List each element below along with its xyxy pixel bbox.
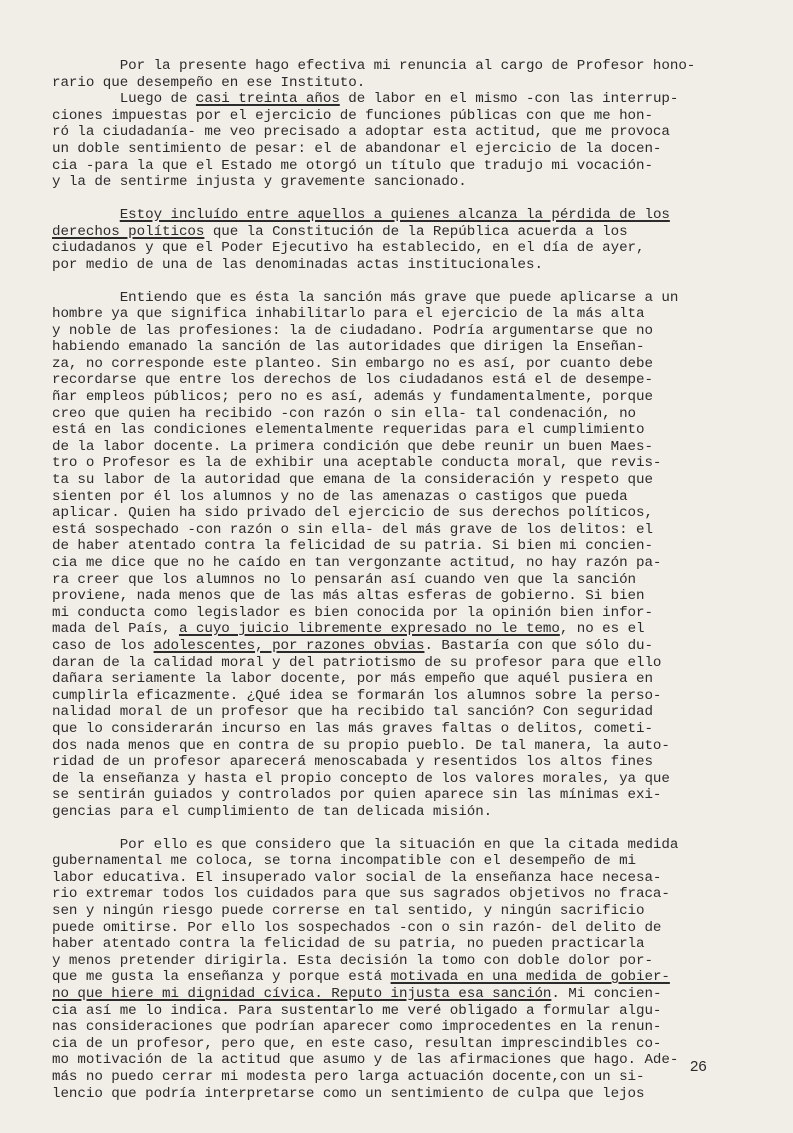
text-line	[52, 339, 768, 356]
text-line	[52, 605, 768, 622]
text-run: dañara seriamente la labor docente, por más empeño que aquél pusiera en	[52, 671, 653, 688]
text-line	[52, 936, 768, 953]
text-run: está en las condiciones elementalmente requeridas para el cumplimiento	[52, 422, 645, 439]
underlined-text: Estoy incluído entre aquellos a quienes alcanza la pérdida de los	[119, 206, 670, 223]
text-line	[52, 224, 768, 241]
underlined-text: adolescentes, por razones obvias	[153, 637, 425, 654]
text-line	[52, 870, 768, 887]
paragraph	[52, 837, 768, 1103]
text-line	[52, 158, 768, 175]
text-line	[52, 1036, 768, 1053]
text-line	[52, 655, 768, 672]
text-line	[52, 754, 768, 771]
text-run: ñar empleos públicos; pero no es así, además y fundamentalmente, porque	[52, 389, 653, 406]
text-line	[52, 538, 768, 555]
text-run: rio extremar todos los cuidados para que sus sagrados objetivos no fraca-	[52, 886, 670, 903]
text-run: de la labor docente. La primera condición que debe reunir un buen Maes-	[52, 438, 653, 455]
text-run: ró la ciudadanía- me veo precisado a adoptar esta actitud, que me provoca	[52, 124, 670, 141]
text-line	[52, 58, 768, 75]
text-line	[52, 986, 768, 1003]
text-line	[52, 837, 768, 854]
text-run: za, no corresponde este planteo. Sin embargo no es así, por cuanto debe	[52, 355, 653, 372]
paragraph	[52, 58, 768, 191]
text-run: que la Constitución de la República acuerda a los	[204, 223, 628, 240]
text-run: cia así me lo indica. Para sustentarlo me veré obligado a formular algu-	[52, 1002, 662, 1019]
text-run: cia -para la que el Estado me otorgó un título que tradujo mi vocación-	[52, 157, 653, 174]
text-line	[52, 787, 768, 804]
text-line	[52, 356, 768, 373]
text-run: Entiendo que es ésta la sanción más grave que puede aplicarse a un	[52, 289, 679, 306]
text-line	[52, 207, 768, 224]
text-run: mo motivación de la actitud que asumo y de las afirmaciones que hago. Ade-	[52, 1052, 679, 1069]
text-line	[52, 1003, 768, 1020]
text-run: ciones impuestas por el ejercicio de funciones públicas con que me hon-	[52, 107, 653, 124]
text-run: tro o Profesor es la de exhibir una aceptable conducta moral, que revis-	[52, 455, 662, 472]
text-run: y la de sentirme injusta y gravemente sancionado.	[52, 174, 467, 191]
text-run: nas consideraciones que podrían aparecer como improcedentes en la renun-	[52, 1019, 662, 1036]
text-run: por medio de una de las denominadas actas institucionales.	[52, 256, 543, 273]
text-line	[52, 290, 768, 307]
text-line	[52, 920, 768, 937]
text-run: hombre ya que significa inhabilitarlo para el ejercicio de la más alta	[52, 306, 645, 323]
text-line	[52, 886, 768, 903]
text-run: que lo considerarán incurso en las más graves faltas o delitos, cometi-	[52, 720, 653, 737]
document-body	[52, 58, 768, 1102]
text-line	[52, 1052, 768, 1069]
text-run: proviene, nada menos que de las más altas esferas de gobierno. Si bien	[52, 588, 645, 605]
text-line	[52, 671, 768, 688]
text-run: labor educativa. El insuperado valor social de la enseñanza hace necesa-	[52, 869, 662, 886]
text-line	[52, 323, 768, 340]
text-run: caso de los	[52, 637, 154, 654]
text-line	[52, 75, 768, 92]
page-number: 26	[690, 1058, 707, 1075]
text-run: mada del País,	[52, 621, 179, 638]
text-run: daran de la calidad moral y del patriotismo de su profesor para que ello	[52, 654, 662, 671]
paragraph-spacer	[52, 273, 768, 289]
text-line	[52, 1069, 768, 1086]
text-run: . Bastaría con que sólo du-	[424, 637, 653, 654]
text-run: más no puedo cerrar mi modesta pero larga actuación docente,con un si-	[52, 1069, 645, 1085]
paragraph	[52, 207, 768, 273]
text-line	[52, 257, 768, 274]
text-line	[52, 704, 768, 721]
text-run: puede omitirse. Por ello los sospechados -con o sin razón- del delito de	[52, 919, 662, 936]
text-run: y noble de las profesiones: la de ciudadano. Podría argumentarse que no	[52, 322, 653, 339]
paragraph-spacer	[52, 821, 768, 837]
text-line	[52, 489, 768, 506]
text-run: gubernamental me coloca, se torna incompatible con el desempeño de mi	[52, 853, 637, 870]
text-run: sienten por él los alumnos y no de las amenazas o castigos que pueda	[52, 488, 628, 505]
underlined-text: no que hiere mi dignidad cívica. Reputo injusta esa sanción	[52, 986, 552, 1003]
text-line	[52, 91, 768, 108]
text-line	[52, 522, 768, 539]
text-run: cumplirla eficazmente. ¿Qué idea se formarán los alumnos sobre la perso-	[52, 687, 662, 704]
text-run: un doble sentimiento de pesar: el de abandonar el ejercicio de la docen-	[52, 140, 662, 157]
text-line	[52, 174, 768, 191]
text-run: y menos pretender dirigirla. Esta decisión la tomo con doble dolor por-	[52, 952, 653, 969]
underlined-text: derechos políticos	[52, 223, 205, 240]
text-run: Por la presente hago efectiva mi renuncia al cargo de Profesor hono-	[52, 58, 696, 74]
text-line	[52, 505, 768, 522]
text-line	[52, 804, 768, 821]
text-run: haber atentado contra la felicidad de su patria, no pueden practicarla	[52, 936, 645, 953]
text-line	[52, 455, 768, 472]
text-line	[52, 240, 768, 257]
text-line	[52, 439, 768, 456]
text-run: se sentirán guiados y controlados por quien aparece sin las mínimas exi-	[52, 787, 662, 804]
text-run: nalidad moral de un profesor que ha recibido tal sanción? Con seguridad	[52, 704, 653, 721]
text-run: que me gusta la enseñanza y porque está	[52, 969, 391, 986]
text-run: de la enseñanza y hasta el propio concepto de los valores morales, ya que	[52, 770, 670, 787]
text-run: ra creer que los alumnos no lo pensarán así cuando ven que la sanción	[52, 571, 637, 588]
text-run: sen y ningún riesgo puede correrse en tal sentido, y ningún sacrificio	[52, 903, 645, 920]
text-line	[52, 555, 768, 572]
text-line	[52, 389, 768, 406]
text-line	[52, 588, 768, 605]
paragraph-spacer	[52, 191, 768, 207]
text-line	[52, 372, 768, 389]
text-run: está sospechado -con razón o sin ella- del más grave de los delitos: el	[52, 521, 653, 538]
text-run: de labor en el mismo -con las interrup-	[339, 91, 679, 108]
text-run: gencias para el cumplimiento de tan delicada misión.	[52, 803, 493, 820]
text-run: Luego de	[52, 91, 196, 108]
text-line	[52, 853, 768, 870]
text-run: lencio que podría interpretarse como un sentimiento de culpa que lejos	[52, 1085, 645, 1102]
text-line	[52, 141, 768, 158]
text-line	[52, 124, 768, 141]
text-line	[52, 406, 768, 423]
text-line	[52, 1019, 768, 1036]
text-run: dos nada menos que en contra de su propio pueblo. De tal manera, la auto-	[52, 737, 670, 754]
text-run: cia me dice que no he caído en tan vergonzante actitud, no hay razón pa-	[52, 555, 662, 571]
text-line	[52, 688, 768, 705]
text-run	[52, 207, 120, 223]
paragraph	[52, 290, 768, 821]
text-run: mi conducta como legislador es bien conocida por la opinión bien infor-	[52, 604, 653, 621]
text-line	[52, 306, 768, 323]
text-run: de haber atentado contra la felicidad de su patria. Si bien mi concien-	[52, 538, 653, 555]
underlined-text: casi treinta años	[195, 91, 340, 108]
text-run: habiendo emanado la sanción de las autoridades que dirigen la Enseñan-	[52, 339, 645, 356]
text-line	[52, 903, 768, 920]
text-run: Por ello es que considero que la situación en que la citada medida	[52, 836, 679, 853]
text-line	[52, 969, 768, 986]
text-run: ta su labor de la autoridad que emana de la consideración y respeto que	[52, 472, 653, 489]
text-run: recordarse que entre los derechos de los ciudadanos está el de desempe-	[52, 372, 653, 389]
text-line	[52, 771, 768, 788]
text-run: . Mi concien-	[551, 986, 662, 1003]
text-run: creo que quien ha recibido -con razón o sin ella- tal condenación, no	[52, 405, 637, 422]
text-run: ciudadanos y que el Poder Ejecutivo ha establecido, en el día de ayer,	[52, 240, 645, 257]
underlined-text: motivada en una medida de gobier-	[390, 969, 670, 986]
text-line	[52, 738, 768, 755]
underlined-text: a cuyo juicio libremente expresado no le temo	[178, 621, 560, 638]
text-line	[52, 472, 768, 489]
text-run: ridad de un profesor aparecerá menoscabada y resentidos los altos fines	[52, 754, 653, 771]
text-run: , no es el	[559, 621, 645, 638]
text-line	[52, 621, 768, 638]
text-run: rario que desempeño en ese Instituto.	[52, 74, 366, 91]
text-line	[52, 721, 768, 738]
text-run: aplicar. Quien ha sido privado del ejercicio de sus derechos políticos,	[52, 505, 653, 522]
text-line	[52, 422, 768, 439]
text-line	[52, 572, 768, 589]
text-line	[52, 1086, 768, 1103]
text-line	[52, 953, 768, 970]
text-line	[52, 108, 768, 125]
text-run: cia de un profesor, pero que, en este caso, resultan imprescindibles co-	[52, 1035, 662, 1052]
text-line	[52, 638, 768, 655]
